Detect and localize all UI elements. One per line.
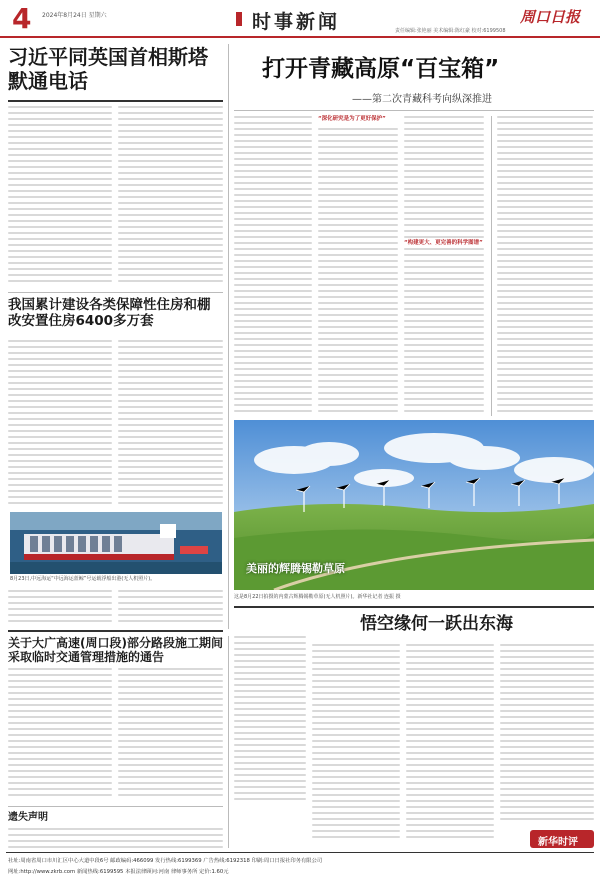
qinghai-subhead1: “深化研究是为了更好保护”	[318, 116, 386, 122]
cargo-ship-caption: 8月23日,中远海运“中远海运蓝鲸”号运载浮船出港(无人机照片)。	[10, 576, 156, 582]
section-title: 时事新闻	[252, 11, 341, 33]
wukong-body-col3	[500, 644, 594, 824]
xi-call-headline: 习近平同英国首相斯塔默通电话	[8, 45, 208, 93]
xi-call-body-right	[118, 106, 223, 288]
xinhua-badge-text: 新华时评	[538, 837, 578, 848]
grassland-title: 美丽的辉腾锡勒草原	[246, 562, 345, 575]
cargo-ship-photo	[10, 512, 222, 574]
housing-body-right	[118, 340, 223, 510]
qinghai-subheadline: ——第二次青藏科考向纵深推进	[352, 94, 492, 105]
footer-line2: 网址:http://www.zkrb.com 新闻热线:6199595 本报法律顾问:河南 律师事务所 定价:1.60元	[8, 869, 229, 875]
highway-headline: 关于大广高速(周口段)部分路段施工期间采取临时交通管理措施的通告	[8, 636, 223, 665]
editors-line: 责任编辑:张艳丽 美术编辑:陈红豪 校对:6199508	[395, 28, 506, 34]
divider	[8, 630, 223, 632]
wukong-body-col2	[406, 644, 494, 844]
wukong-body-col1	[312, 644, 400, 844]
highway-body-mid	[118, 668, 223, 802]
xi-call-body-left	[8, 106, 112, 288]
qinghai-body-col4	[497, 116, 593, 416]
wukong-headline: 悟空缘何一跃出东海	[360, 614, 513, 634]
divider	[8, 806, 223, 807]
housing-tail-left	[8, 590, 112, 630]
qinghai-headline: 打开青藏高原“百宝箱”	[262, 56, 500, 82]
column-rule	[228, 636, 229, 848]
qinghai-body-col1	[234, 116, 312, 416]
divider	[8, 292, 223, 293]
page-number: 4	[12, 2, 32, 35]
qinghai-body-col2	[318, 128, 398, 416]
grassland-credit: 这是8月22日拍摄的内蒙古辉腾锡勒草原(无人机照片)。新华社记者 连振 摄	[234, 594, 401, 600]
highway-body-right	[234, 636, 306, 806]
section-marker	[236, 12, 242, 26]
notice-headline: 遗失声明	[8, 812, 48, 823]
newspaper-logo: 周口日报	[520, 8, 581, 26]
divider	[234, 606, 594, 608]
housing-body-left	[8, 340, 112, 510]
notice-body	[8, 828, 223, 850]
housing-headline: 我国累计建设各类保障性住房和棚改安置住房6400多万套	[8, 297, 211, 329]
column-rule	[491, 116, 492, 416]
highway-body-left	[8, 668, 112, 802]
divider	[234, 110, 594, 111]
divider	[8, 100, 223, 102]
page-date: 2024年8月24日 星期六	[42, 12, 107, 19]
qinghai-body-col3	[404, 116, 484, 416]
housing-tail-right	[118, 590, 223, 630]
column-rule	[228, 44, 229, 629]
footer-rule	[6, 852, 594, 853]
footer-line1: 社址:周南省周口市川汇区中心大道中段6号 邮政编码:466099 发行热线:6199369 广告热线:6192318 印刷:周口日报社印务有限公司	[8, 858, 323, 864]
qinghai-subhead2: “构建更大、更完善的科学图谱”	[404, 240, 483, 246]
